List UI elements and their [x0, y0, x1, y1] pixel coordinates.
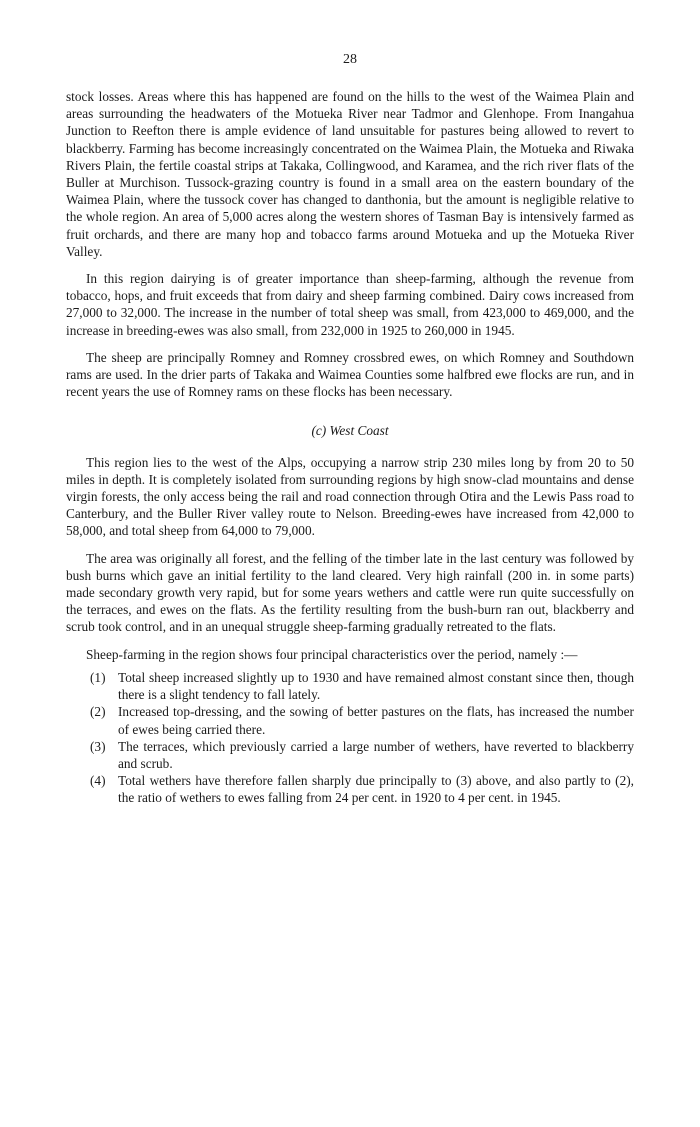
list-item: [66, 703, 634, 737]
section-heading-west-coast: (c) West Coast: [311, 423, 389, 439]
page-number: 28: [343, 52, 357, 67]
list-item: [66, 669, 634, 703]
list-item-text: Total wethers have therefore fallen sharply due principally to (3) above, and also partly to (2), the ratio of wethers to ewes falling from 24 per cent. in 1920 to 4 per cent. in 1945.: [118, 773, 634, 806]
list-item: [66, 738, 634, 772]
paragraph-sheep-breeds: The sheep are principally Romney and Romney crossbred ewes, on which Romney and Southdown rams are used. In the drier parts of Takaka and Waimea Counties some halfbred ewe flocks are run, and in recent years the use of Romney rams on these flocks has been necessary.: [66, 349, 634, 400]
paragraph-region-description: This region lies to the west of the Alps, occupying a narrow strip 230 miles long by from 20 to 50 miles in depth. It is completely isolated from surrounding regions by high snow-clad mountains and dense virgin forests, the only access being the rail and road connection through Otira and the Lewis Pass road to Canterbury, and the Buller River valley route to Nelson. Breeding-ewes have increased from 42,000 to 58,000, and total sheep from 64,000 to 79,000.: [66, 454, 634, 539]
characteristics-list: [66, 669, 634, 807]
list-item-number: (4): [90, 773, 106, 789]
list-item-text: Increased top-dressing, and the sowing of better pastures on the flats, has increased the number of ewes being carried there.: [118, 704, 634, 737]
paragraph-forest-history: The area was originally all forest, and the felling of the timber late in the last century was followed by bush burns which gave an initial fertility to the land cleared. Very high rainfall (200 in. in some parts) made secondary growth very rapid, but for some years wethers and cattle were run quite successfully on the terraces, and ewes on the flats. As the fertility resulting from the bush-burn ran out, blackberry and scrub took control, and in an unequal struggle sheep-farming gradually retreated to the flats.: [66, 550, 634, 635]
list-item-text: The terraces, which previously carried a large number of wethers, have reverted to blackberry and scrub.: [118, 738, 634, 771]
list-item-number: (3): [90, 738, 106, 754]
paragraph-stock-losses: stock losses. Areas where this has happened are found on the hills to the west of the Waimea Plain and areas surrounding the headwaters of the Motueka River near Tadmor and Glenhope. From Inangahua Junction to Reefton there is ample evidence of land unsuitable for pastures being allowed to revert to blackberry. Farming has become increasingly concentrated on the Waimea Plain, the Motueka and Riwaka Rivers Plain, the fertile coastal strips at Takaka, Collingwood, and Karamea, and the rich river flats of the Buller at Murchison. Tussock-grazing country is found in a small area on the eastern boundary of the Waimea Plain, where the tussock cover has changed to danthonia, but the amount is negligible relative to the whole region. An area of 5,000 acres along the western shores of Tasman Bay is intensively farmed as fruit orchards, and there are many hop and tobacco farms around Motueka and up the Motueka River Valley.: [66, 89, 634, 259]
list-item-text: Total sheep increased slightly up to 1930 and have remained almost constant since then, though there is a slight tendency to fall lately.: [118, 669, 634, 703]
page-body: [66, 88, 634, 807]
list-item: [66, 772, 634, 806]
paragraph-dairying: In this region dairying is of greater importance than sheep-farming, although the revenue from tobacco, hops, and fruit exceeds that from dairy and sheep farming combined. Dairy cows increased from 27,000 to 32,000. The increase in the number of total sheep was small, from 423,000 to 469,000, and the increase in breeding-ewes was also small, from 232,000 in 1925 to 260,000 in 1945.: [66, 271, 634, 338]
list-item-number: (2): [90, 704, 106, 720]
list-item-number: (1): [90, 669, 106, 685]
paragraph-characteristics-intro: Sheep-farming in the region shows four principal characteristics over the period, namely :—: [86, 646, 578, 662]
